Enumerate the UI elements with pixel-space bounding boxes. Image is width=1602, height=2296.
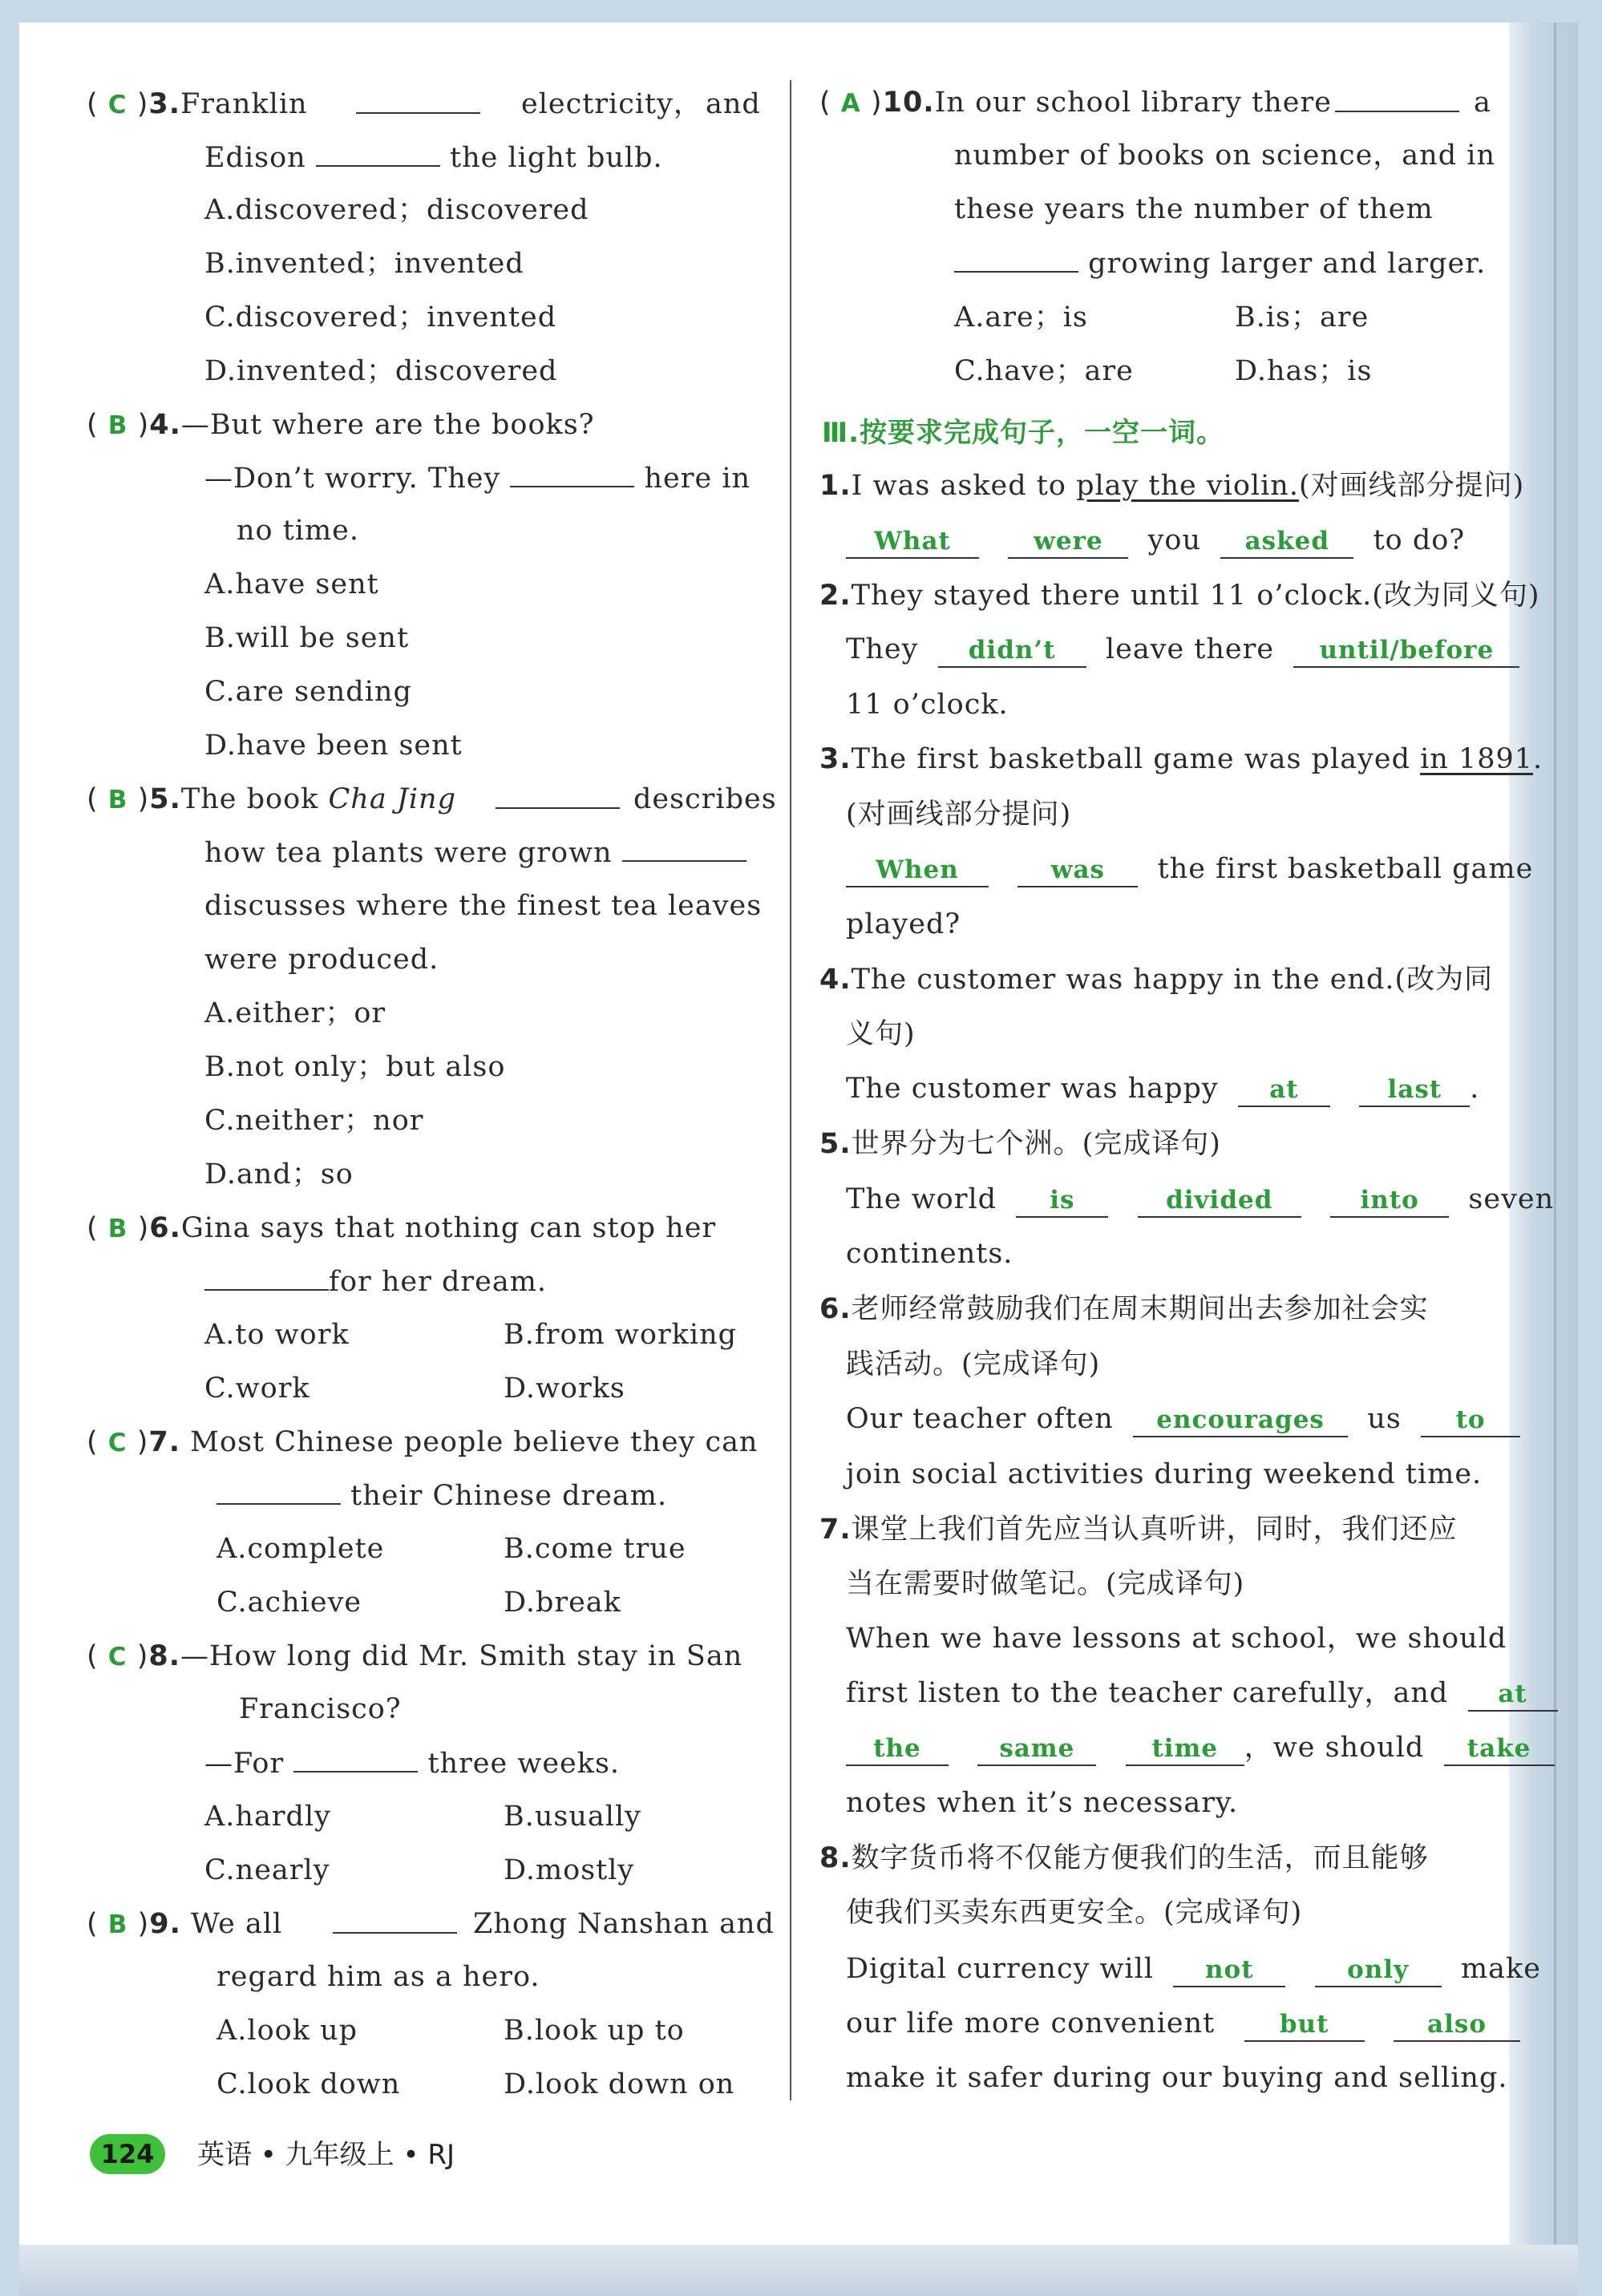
q3-option-c: C.discovered；invented [204, 301, 557, 333]
q4-option-d: D.have been sent [204, 730, 463, 762]
q5-line-3: discusses where the finest tea leaves [204, 890, 763, 922]
q7-option-b: B.come true [504, 1533, 686, 1565]
s2-line-3: 11 o’clock. [846, 689, 1009, 721]
q10-blank-1 [1335, 85, 1459, 120]
footer-book-title: 英语 • 九年级上 • RJ [197, 2139, 455, 2171]
q10-answer: A [840, 89, 861, 118]
s6-fill-1: encourages [1133, 1404, 1348, 1437]
q3-text: electricity， [521, 88, 702, 120]
s7-line-6: notes when it’s necessary. [846, 1787, 1239, 1819]
s2-question: 2.They stayed there until 11 o’clock.(改为同义句) [819, 580, 1540, 612]
q8-stem: ( C )8.—How long did Mr. Smith stay in San [87, 1640, 743, 1672]
q6-option-c: C.work [204, 1372, 310, 1405]
s5-fill-2: divided [1138, 1184, 1301, 1218]
s4-line-2: 义句) [846, 1018, 916, 1050]
s8-line-5: make it safer during our buying and selling. [846, 2062, 1508, 2094]
q8-line-2: Francisco? [239, 1693, 402, 1725]
s3-line-2: (对画线部分提问) [846, 798, 1072, 831]
q3-answer: C [107, 91, 127, 119]
s1-fill-2: were [1008, 525, 1128, 559]
q3-option-d: D.invented；discovered [204, 355, 558, 387]
q10-option-a: A.are；is [954, 301, 1088, 333]
q4-option-a: A.have sent [204, 568, 379, 600]
q9-option-d: D.look down on [504, 2068, 735, 2100]
s8-answer-line-2: our life more convenient but also [846, 2006, 1520, 2041]
q4-line-2: —Don’t worry. They here in [204, 460, 750, 495]
q7-option-d: D.break [504, 1587, 621, 1619]
s4-fill-2: last [1359, 1073, 1470, 1107]
q8-option-b: B.usually [504, 1801, 641, 1833]
s7-line-2: 当在需要时做笔记。(完成译句) [846, 1568, 1245, 1600]
s3-fill-2: was [1017, 854, 1138, 887]
q7-line-2: their Chinese dream. [216, 1477, 667, 1513]
s5-answer-line: The world is divided into seven [846, 1182, 1554, 1217]
s3-fill-1: When [846, 854, 989, 887]
q9-blank-1 [333, 1906, 457, 1942]
q7-answer: C [107, 1429, 127, 1457]
s7-fill-1: at [1468, 1678, 1558, 1712]
q5-option-b: B.not only；but also [204, 1051, 506, 1083]
s6-fill-2: to [1421, 1404, 1520, 1437]
q5-line-4: were produced. [204, 944, 439, 976]
q3-option-b: B.invented；invented [204, 248, 524, 280]
q6-stem: ( B )6.Gina says that nothing can stop her [87, 1212, 717, 1244]
q10-line-2: number of books on science，and in [954, 139, 1495, 172]
q8-option-c: C.nearly [204, 1854, 330, 1886]
q3-text: and [706, 88, 761, 120]
q9-option-a: A.look up [216, 2015, 358, 2047]
q3-line-2: Edison the light bulb. [204, 139, 663, 175]
s6-line-4: join social activities during weekend time. [846, 1458, 1483, 1490]
s7-line-3: When we have lessons at school，we should [846, 1623, 1507, 1655]
q6-option-d: D.works [504, 1372, 625, 1405]
q4-answer: B [107, 411, 128, 440]
q4-stem: ( B )4.—But where are the books? [87, 409, 595, 441]
q9-option-b: B.look up to [504, 2015, 685, 2047]
q7-option-a: A.complete [216, 1533, 385, 1565]
s2-fill-2: until/before [1293, 634, 1519, 668]
q4-option-c: C.are sending [204, 676, 412, 708]
q10-stem: ( A )10.In our school library there [819, 87, 1332, 119]
s8-fill-1: not [1173, 1954, 1285, 1987]
s5-question: 5.世界分为七个洲。(完成译句) [819, 1128, 1221, 1160]
q10-text: a [1474, 87, 1491, 119]
q3-blank-1 [356, 87, 480, 122]
page-edge [1509, 22, 1578, 2267]
s2-answer-line: They didn’t leave there until/before [846, 632, 1519, 667]
s5-fill-3: into [1330, 1184, 1449, 1218]
s4-question: 4.The customer was happy in the end.(改为同 [819, 964, 1494, 996]
s7-fill-3: same [977, 1732, 1096, 1766]
s8-answer-line-1: Digital currency will not only make [846, 1951, 1541, 1987]
q4-line-3: no time. [237, 515, 360, 547]
q8-answer: C [107, 1643, 127, 1671]
q10-option-c: C.have；are [954, 355, 1134, 387]
s2-fill-1: didn’t [938, 634, 1086, 668]
q10-option-d: D.has；is [1235, 355, 1373, 387]
s1-answer-line: What were you asked to do? [846, 523, 1465, 558]
column-divider [790, 80, 791, 2100]
q5-line-2: how tea plants were grown [204, 835, 746, 870]
q10-line-3: these years the number of them [954, 193, 1434, 225]
s3-question: 3.The first basketball game was played in 1891. [819, 743, 1543, 775]
s1-fill-1: What [846, 525, 979, 559]
q5-text: describes [633, 783, 777, 815]
q10-line-4: growing larger and larger. [954, 245, 1486, 281]
s1-fill-3: asked [1220, 525, 1353, 559]
s6-answer-line: Our teacher often encourages us to [846, 1401, 1520, 1437]
q6-option-b: B.from working [504, 1319, 738, 1351]
s1-question: 1.I was asked to play the violin.(对画线部分提问) [819, 470, 1525, 502]
q7-option-c: C.achieve [216, 1587, 362, 1619]
q8-option-a: A.hardly [204, 1801, 331, 1833]
s3-answer-line: When was the first basketball game [846, 851, 1533, 887]
s8-line-2: 使我们买卖东西更安全。(完成译句) [846, 1897, 1303, 1929]
s8-question: 8.数字货币将不仅能方便我们的生活，而且能够 [819, 1842, 1429, 1874]
bottom-edge [19, 2245, 1578, 2296]
q6-line-2: for her dream. [204, 1263, 547, 1299]
s4-fill-1: at [1238, 1073, 1330, 1107]
page-edge-line [1554, 22, 1556, 2267]
q5-answer: B [107, 786, 128, 815]
q10-option-b: B.is；are [1235, 301, 1369, 333]
s7-question: 7.课堂上我们首先应当认真听讲，同时，我们还应 [819, 1514, 1458, 1546]
q9-answer: B [107, 1910, 128, 1939]
s7-fill-2: the [846, 1732, 949, 1766]
q7-stem: ( C )7. Most Chinese people believe they can [87, 1426, 759, 1458]
q5-blank-1 [496, 782, 620, 817]
s3-line-4: played? [846, 908, 961, 940]
q8-line-3: —For three weeks. [204, 1745, 620, 1781]
q9-stem: ( B )9. We all [87, 1908, 283, 1940]
q6-answer: B [107, 1215, 128, 1243]
q6-option-a: A.to work [204, 1319, 350, 1351]
s7-answer-line: the same time ，we should take [846, 1730, 1555, 1765]
s8-fill-4: also [1394, 2008, 1520, 2042]
q5-option-c: C.neither；nor [204, 1105, 424, 1137]
s8-fill-3: but [1244, 2008, 1365, 2042]
s5-line-3: continents. [846, 1238, 1013, 1270]
q3-stem: ( C )3.Franklin [87, 88, 308, 120]
q8-option-d: D.mostly [504, 1854, 635, 1886]
q3-option-a: A.discovered；discovered [204, 194, 589, 226]
s4-answer-line: The customer was happy at last . [846, 1071, 1479, 1106]
q4-option-b: B.will be sent [204, 622, 410, 654]
s7-fill-4: time [1126, 1732, 1244, 1766]
s8-fill-2: only [1315, 1954, 1442, 1987]
s6-question: 6.老师经常鼓励我们在周末期间出去参加社会实 [819, 1293, 1429, 1325]
q9-option-c: C.look down [216, 2068, 401, 2100]
s6-line-2: 践活动。(完成译句) [846, 1348, 1101, 1380]
q5-option-a: A.either；or [204, 997, 386, 1029]
q9-line-2: regard him as a hero. [216, 1961, 540, 1993]
s7-fill-5: take [1444, 1732, 1555, 1766]
section-heading: Ⅲ.按要求完成句子，一空一词。 [822, 417, 1225, 449]
page-number: 124 [90, 2134, 165, 2174]
q5-option-d: D.and；so [204, 1158, 354, 1190]
s5-fill-1: is [1016, 1184, 1108, 1218]
q9-text: Zhong Nanshan and [473, 1908, 775, 1940]
q5-stem: ( B )5.The book Cha Jing [87, 783, 456, 815]
s7-line-4: first listen to the teacher carefully，and at [846, 1676, 1558, 1711]
